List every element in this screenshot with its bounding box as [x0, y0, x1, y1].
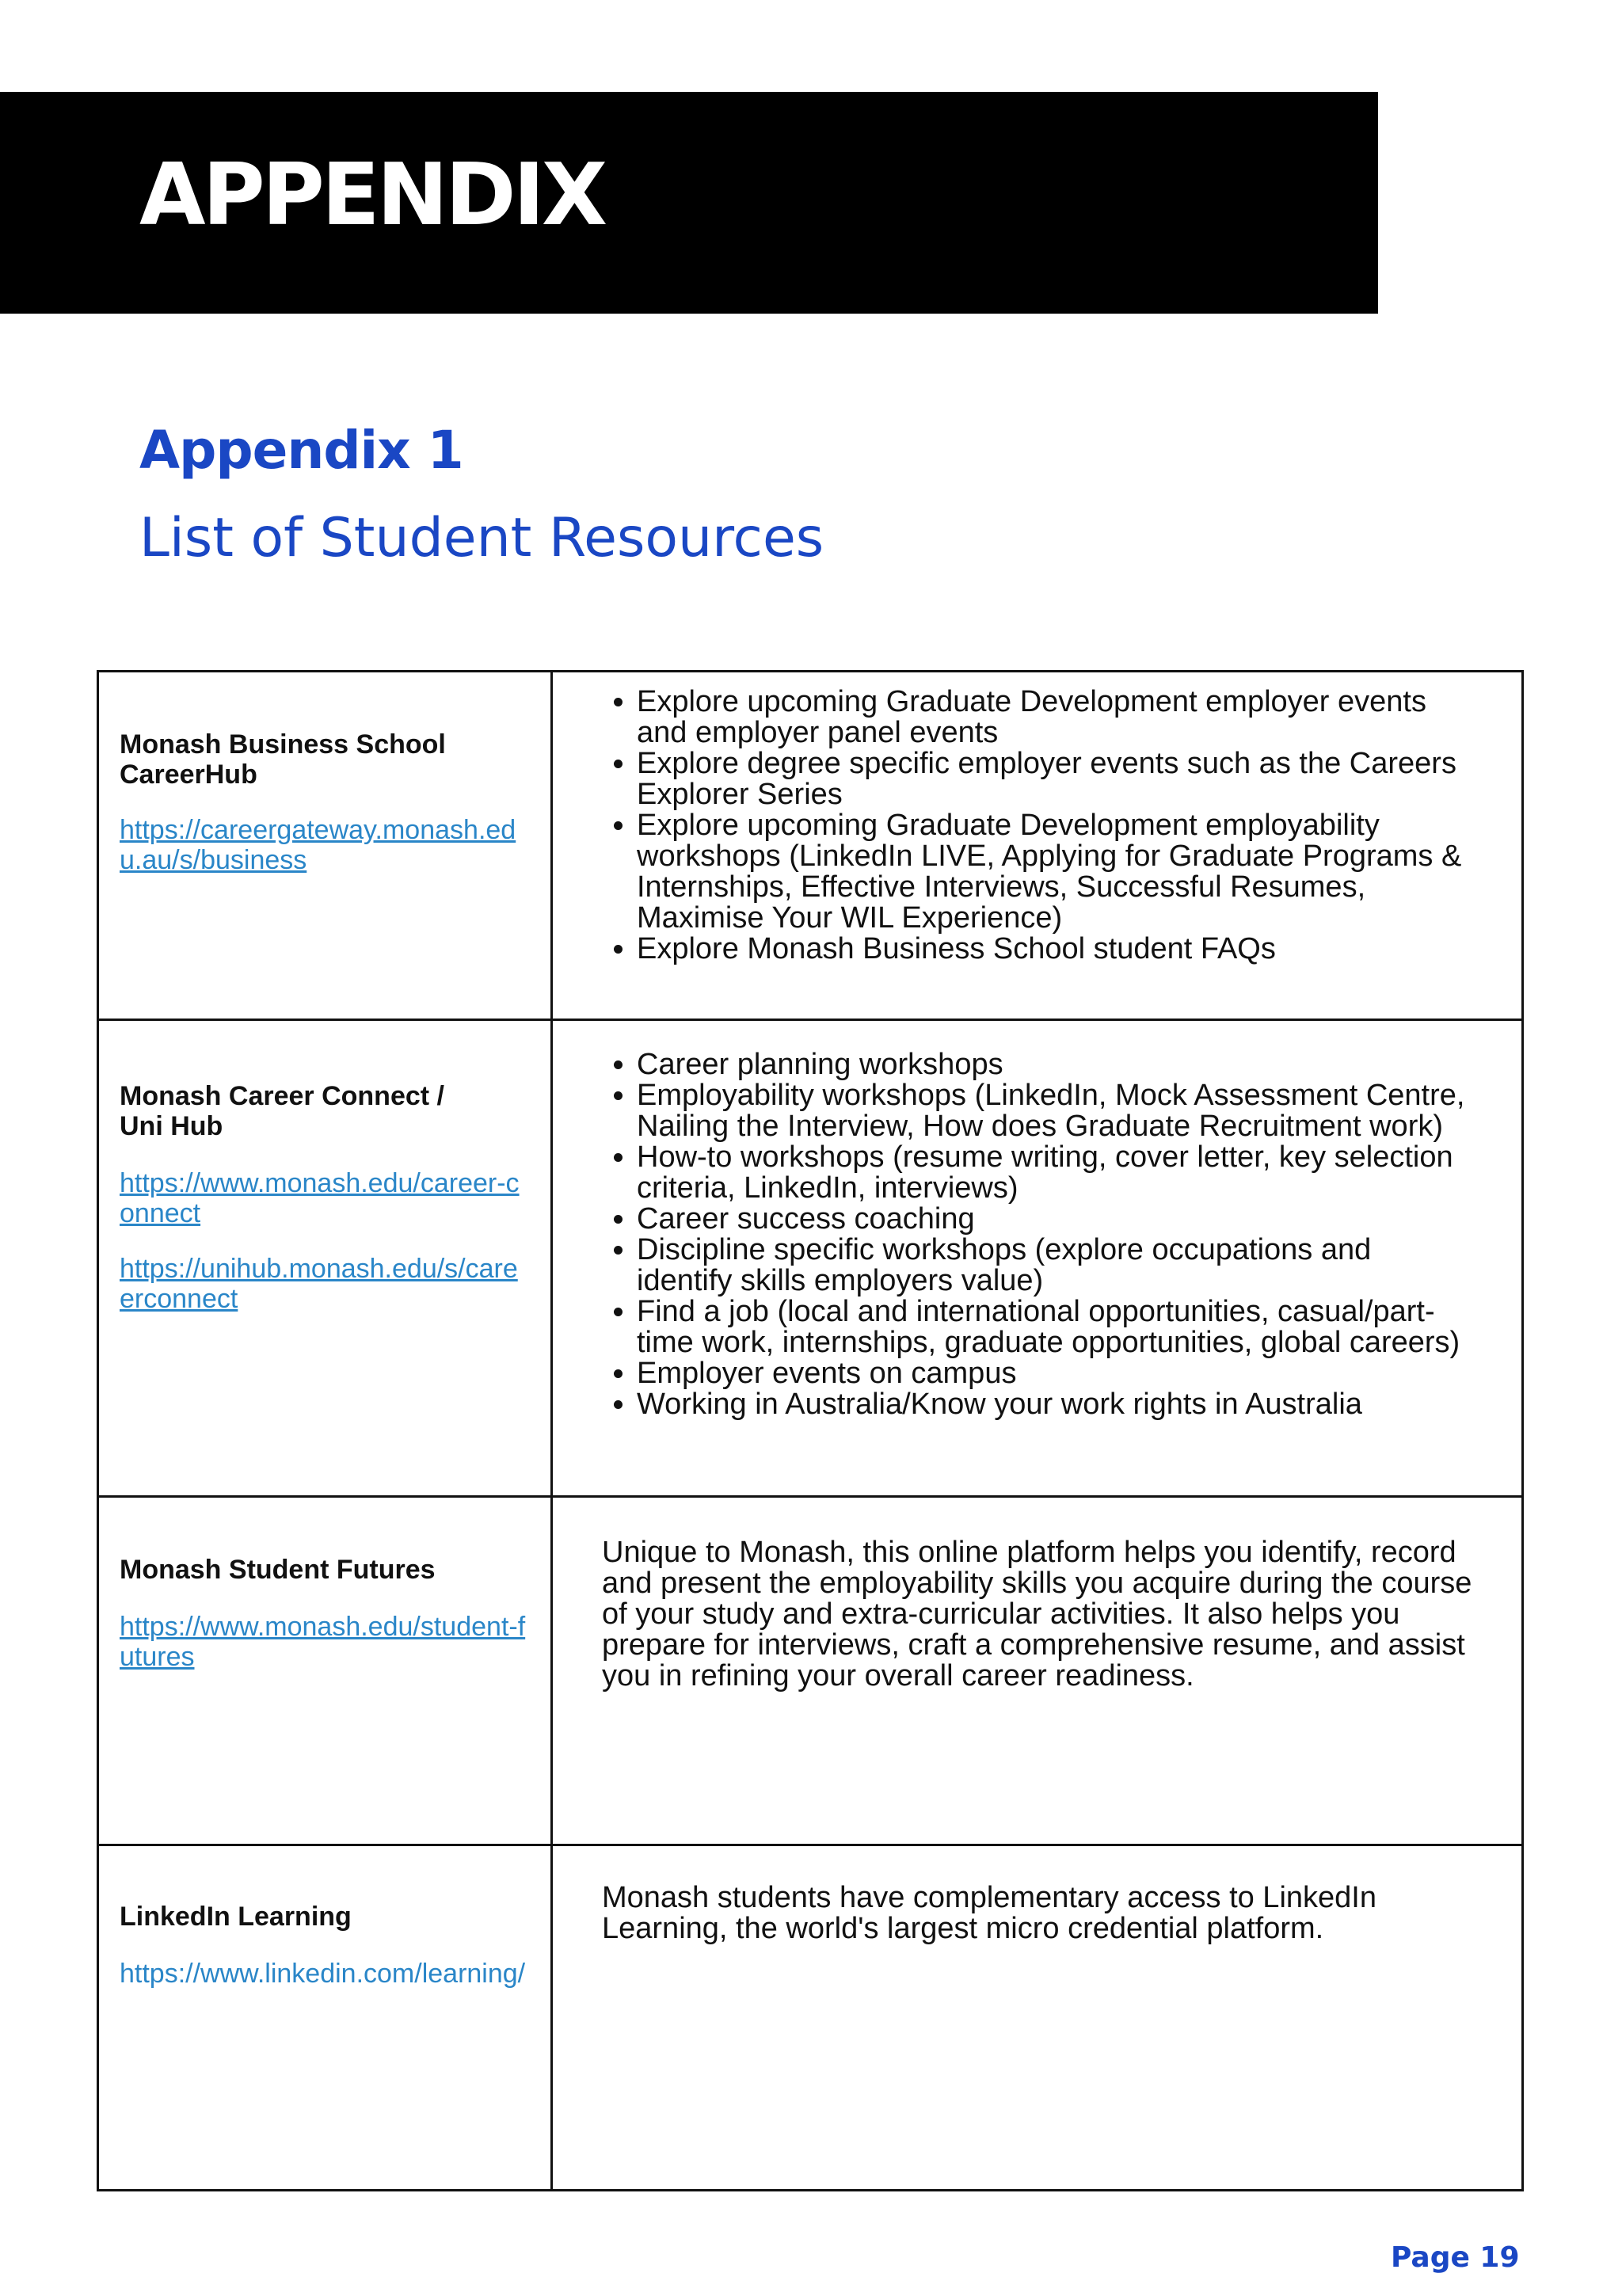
resource-description: Monash students have complementary access to LinkedIn Learning, the world's largest micro credential platform. — [602, 1881, 1376, 1945]
list-item: • Explore upcoming Graduate Development employer events and employer panel events — [637, 687, 1474, 748]
section-subtitle: List of Student Resources — [139, 507, 824, 569]
appendix-banner — [0, 92, 1378, 314]
resource-bullet-list — [577, 687, 1474, 965]
resource-name-cell — [99, 1846, 553, 2189]
list-item: • Find a job (local and international opportunities, casual/part-time work, internships, graduate opportunities, global careers) — [637, 1296, 1474, 1358]
resource-name: LinkedIn Learning — [120, 1902, 352, 1932]
list-item: • Career success coaching — [637, 1204, 1474, 1235]
resource-bullet-list — [577, 1049, 1474, 1420]
list-item: • Discipline specific workshops (explore occupations and identify skills employers value) — [637, 1235, 1474, 1296]
resource-name: Monash Student Futures — [120, 1555, 436, 1585]
list-item: • Employability workshops (LinkedIn, Mock Assessment Centre, Nailing the Interview, How does Graduate Recruitment work) — [637, 1080, 1474, 1142]
list-item: • Employer events on campus — [637, 1358, 1474, 1389]
resource-link[interactable]: https://www.monash.edu/career-connect — [120, 1168, 520, 1228]
resource-name: Monash Business School CareerHub — [120, 729, 446, 790]
resources-table — [97, 670, 1524, 2191]
list-item: • Explore upcoming Graduate Development employability workshops (LinkedIn LIVE, Applying for Graduate Programs & Internships, Effective Interviews, Successful Resumes, Maximise Your WIL Experience) — [637, 810, 1474, 934]
list-item: • Explore Monash Business School student FAQs — [637, 934, 1474, 965]
resource-link[interactable]: https://www.monash.edu/student-futures — [120, 1612, 526, 1672]
list-item: • Working in Australia/Know your work rights in Australia — [637, 1389, 1474, 1420]
resource-link[interactable]: https://careergateway.monash.edu.au/s/business — [120, 815, 516, 875]
list-item: • Explore degree specific employer events such as the Careers Explorer Series — [637, 748, 1474, 810]
resource-name-cell — [99, 1498, 553, 1844]
resource-link[interactable]: https://www.linkedin.com/learning/ — [120, 1959, 526, 1989]
resource-detail-cell — [553, 1498, 1521, 1844]
resource-name: Monash Career Connect / Uni Hub — [120, 1081, 444, 1141]
resource-detail-cell — [553, 672, 1521, 1019]
banner-title: APPENDIX — [139, 146, 605, 245]
resource-name-cell — [99, 1021, 553, 1495]
table-row — [99, 672, 1521, 1019]
page-number: Page 19 — [1391, 2241, 1520, 2274]
list-item: • How-to workshops (resume writing, cover letter, key selection criteria, LinkedIn, interviews) — [637, 1142, 1474, 1204]
resource-description: Unique to Monash, this online platform helps you identify, record and present the employability skills you acquire during the course of your study and extra-curricular activities. It also helps you prepare for interviews, craft a comprehensive resume, and assist you in refining your overall career readiness. — [602, 1536, 1472, 1692]
resource-detail-cell — [553, 1021, 1521, 1495]
list-item: • Career planning workshops — [637, 1049, 1474, 1080]
resource-name-cell — [99, 672, 553, 1019]
table-row — [99, 1495, 1521, 1844]
table-row — [99, 1844, 1521, 2189]
table-row — [99, 1019, 1521, 1495]
resource-detail-cell — [553, 1846, 1521, 2189]
section-number-title: Appendix 1 — [139, 420, 463, 481]
resource-link[interactable]: https://unihub.monash.edu/s/careerconnect — [120, 1254, 518, 1314]
